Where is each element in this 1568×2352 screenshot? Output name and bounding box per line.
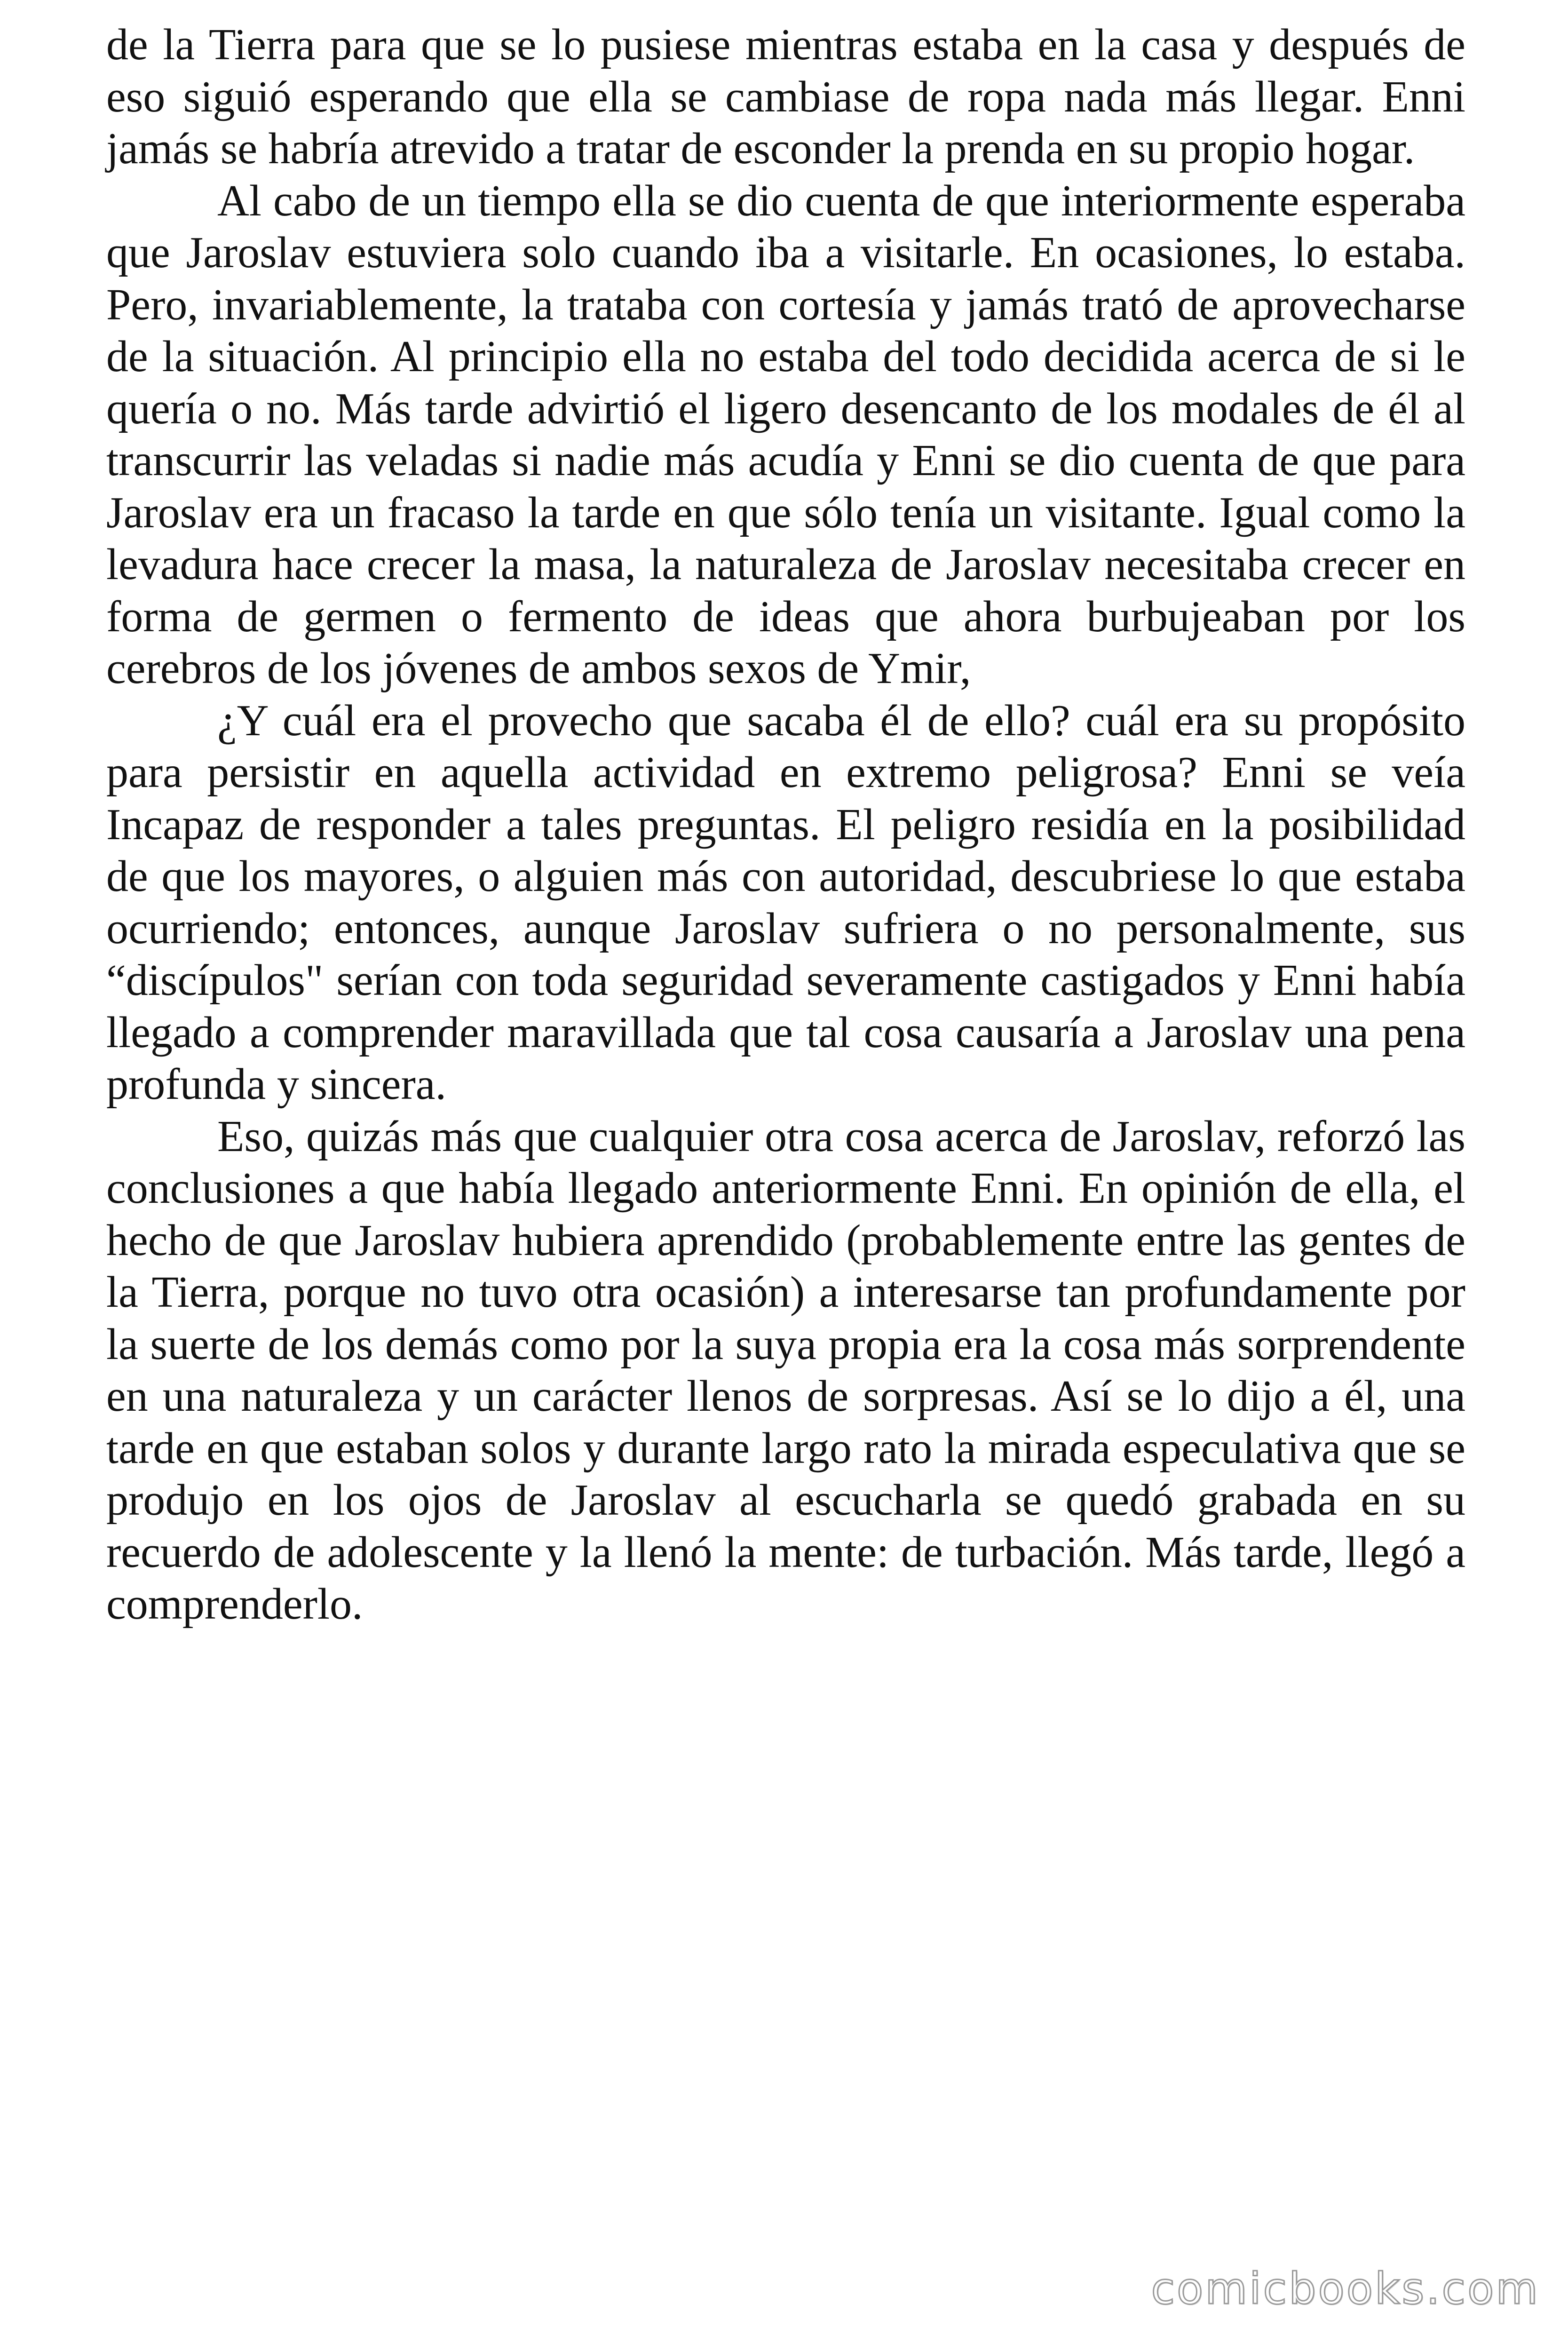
paragraph-4: Eso, quizás más que cualquier otra cosa acerca de Jaroslav, reforzó las conclusiones a que había llegado anteriormente Enni. En opinión de ella, el hecho de que Jaroslav hubiera aprendido (probablemente entre las gentes de la Tierra, porque no tuvo otra ocasión) a interesarse tan profundamente por la suerte de los demás como por la suya propia era la cosa más sorprendente en una naturaleza y un carácter llenos de sorpresas. Así se lo dijo a él, una tarde en que estaban solos y durante largo rato la mirada especulativa que se produjo en los ojos de Jaroslav al escucharla se quedó grabada en su recuerdo de adolescente y la llenó la mente: de turbación. Más tarde, llegó a comprenderlo. — [106, 1112, 1465, 1629]
watermark-text: comicbooks.com — [1151, 2264, 1540, 2314]
paragraph-2: Al cabo de un tiempo ella se dio cuenta de que interiormente esperaba que Jaroslav estuviera solo cuando iba a visitarle. En ocasiones, lo estaba. Pero, invariablemente, la trataba con cortesía y jamás trató de aprovecharse de la situación. Al principio ella no estaba del todo decidida acerca de si le quería o no. Más tarde advirtió el ligero desencanto de los modales de él al transcurrir las veladas si nadie más acudía y Enni se dio cuenta de que para Jaroslav era un fracaso la tarde en que sólo tenía un visitante. Igual como la levadura hace crecer la masa, la naturaleza de Jaroslav necesitaba crecer en forma de germen o fermento de ideas que ahora burbujeaban por los cerebros de los jóvenes de ambos sexos de Ymir, — [106, 176, 1465, 693]
body-text — [106, 19, 1465, 1630]
paragraph-3: ¿Y cuál era el provecho que sacaba él de ello? cuál era su propósito para persistir en aquella actividad en extremo peligrosa? Enni se veía Incapaz de responder a tales preguntas. El peligro residía en la posibilidad de que los mayores, o alguien más con autoridad, descubriese lo que estaba ocurriendo; entonces, aunque Jaroslav sufriera o no personalmente, sus “discípulos" serían con toda seguridad severamente castigados y Enni había llegado a comprender maravillada que tal cosa causaría a Jaroslav una pena profunda y sincera. — [106, 696, 1465, 1109]
paragraph-1: de la Tierra para que se lo pusiese mientras estaba en la casa y después de eso siguió esperando que ella se cambiase de ropa nada más llegar. Enni jamás se habría atrevido a tratar de esconder la prenda en su propio hogar. — [106, 20, 1465, 173]
